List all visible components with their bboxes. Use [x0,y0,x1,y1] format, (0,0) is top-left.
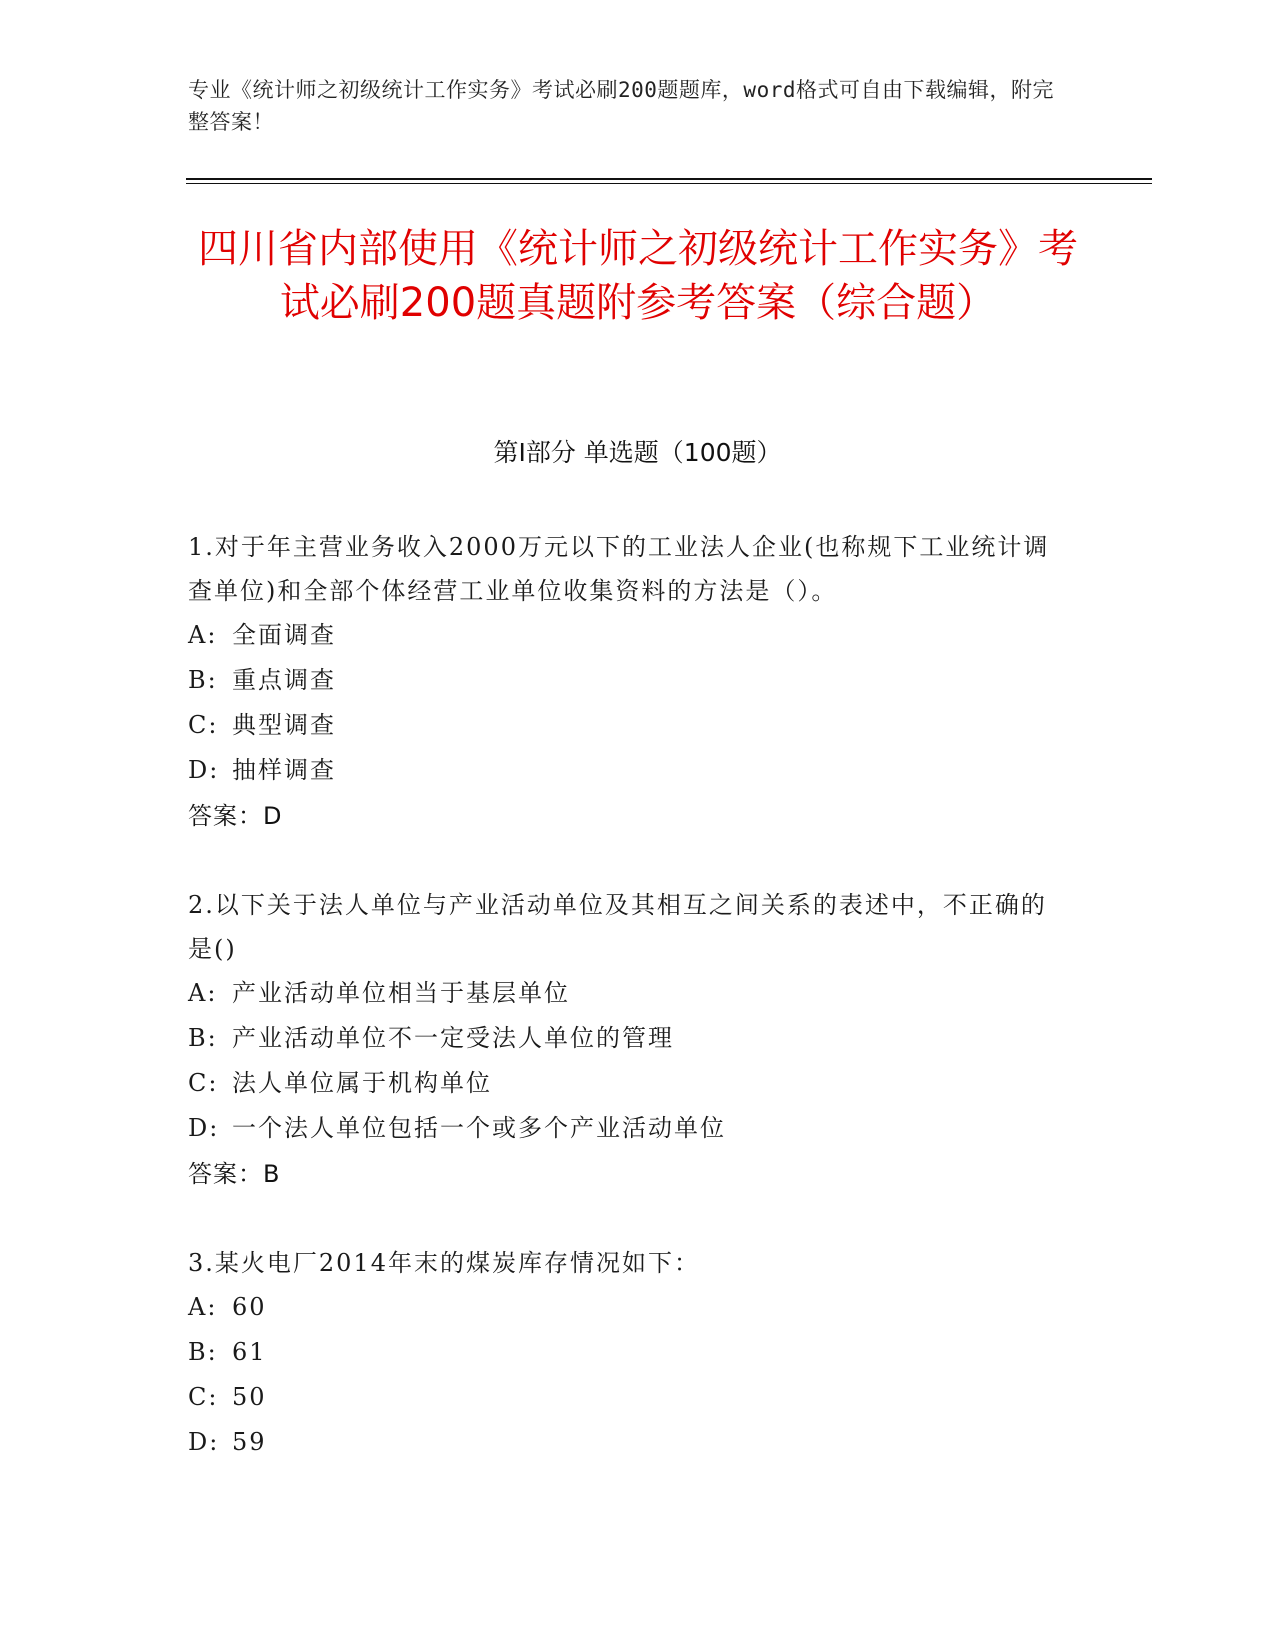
option-b [188,1330,1068,1375]
option-a [188,971,1068,1016]
option-a [188,613,1068,658]
option-text: 抽样调查 [232,756,336,784]
question-stem: 1.对于年主营业务收入2000万元以下的工业法人企业(也称规下工业统计调查单位)和全部个体经营工业单位收集资料的方法是（）。 [188,533,1050,605]
option-key: C: [188,711,219,739]
question-2 [188,883,1068,1197]
header-divider [186,178,1152,180]
option-key: B: [188,666,218,694]
option-b [188,1016,1068,1061]
option-d [188,1106,1068,1151]
header-divider-thin [186,183,1152,184]
option-key: A: [188,979,218,1007]
option-text: 法人单位属于机构单位 [232,1069,492,1097]
question-stem: 3.某火电厂2014年末的煤炭库存情况如下： [188,1249,700,1277]
option-text: 50 [232,1383,267,1411]
option-text: 产业活动单位不一定受法人单位的管理 [232,1024,674,1052]
option-text: 60 [232,1293,267,1321]
question-1 [188,525,1068,839]
option-text: 产业活动单位相当于基层单位 [232,979,570,1007]
answer: 答案：D [188,802,283,830]
option-text: 59 [232,1428,267,1456]
option-a [188,1285,1068,1330]
option-text: 典型调查 [232,711,336,739]
section-title: 第I部分 单选题（100题） [493,438,782,467]
option-d [188,1420,1068,1465]
option-text: 全面调查 [232,621,336,649]
question-stem: 2.以下关于法人单位与产业活动单位及其相互之间关系的表述中，不正确的是() [188,891,1047,963]
option-d [188,748,1068,793]
option-text: 重点调查 [232,666,336,694]
option-c [188,1375,1068,1420]
option-key: C: [188,1069,219,1097]
option-key: D: [188,1428,220,1456]
option-text: 一个法人单位包括一个或多个产业活动单位 [232,1114,726,1142]
option-c [188,703,1068,748]
document-title: 四川省内部使用《统计师之初级统计工作实务》考试必刷200题真题附参考答案（综合题） [198,226,1078,326]
option-c [188,1061,1068,1106]
option-key: B: [188,1338,218,1366]
question-3 [188,1241,1068,1465]
option-key: B: [188,1024,218,1052]
question-list [188,525,1068,1509]
option-b [188,658,1068,703]
option-key: C: [188,1383,219,1411]
header-note: 专业《统计师之初级统计工作实务》考试必刷200题题库，word格式可自由下载编辑，附完整答案！ [188,78,1054,134]
option-key: D: [188,756,220,784]
answer: 答案：B [188,1160,281,1188]
option-key: A: [188,621,218,649]
option-key: A: [188,1293,218,1321]
option-text: 61 [232,1338,267,1366]
option-key: D: [188,1114,220,1142]
